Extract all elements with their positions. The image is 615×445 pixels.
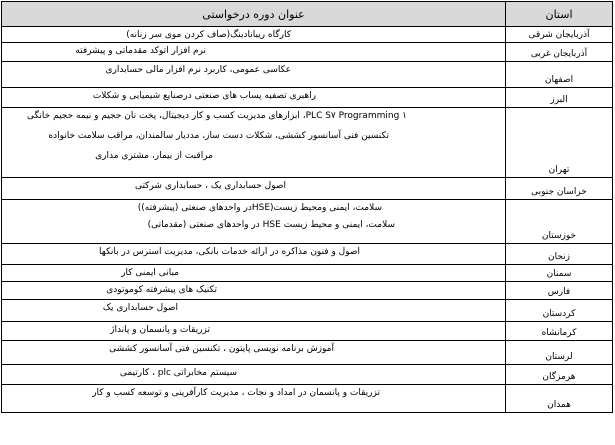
- table-row: [2, 108, 613, 178]
- course-cell: [2, 341, 506, 365]
- province-cell: همدان: [506, 385, 613, 413]
- province-cell: سمنان: [506, 265, 613, 282]
- course-cell: [2, 88, 506, 108]
- course-cell: [2, 322, 506, 341]
- course-line: تزریقات و پانسمان و پانداژ: [110, 325, 210, 335]
- course-cell: [2, 300, 506, 322]
- course-line: راهبری تصفیه پساب های صنعتی درصنایع شیمیایی و شکلات: [92, 91, 316, 101]
- province-cell: خوزستان: [506, 200, 613, 244]
- course-line: عکاسی عمومی، کاربرد نرم افزار مالی حسابداری: [105, 65, 291, 75]
- course-line: ۱ PLC S۷ Programming، ابزارهای مدیریت کسب و کار دیجیتال، پخت نان حجیم و نیمه حجیم خانگی: [26, 111, 407, 121]
- course-line: نرم افزار اتوکد مقدماتی و پیشرفته: [75, 46, 206, 56]
- province-cell: کرمانشاه: [506, 322, 613, 341]
- province-cell: هرمزگان: [506, 365, 613, 385]
- table-body: [2, 27, 613, 413]
- table-row: [2, 300, 613, 322]
- course-line: سلامت، ایمنی و محیط زیست HSE در واحدهای صنعتی (مقدماتی): [147, 220, 395, 230]
- course-cell: [2, 27, 506, 43]
- course-line: اصول و فنون مذاکره در ارائه خدمات بانکی، مدیریت استرس در بانکها: [99, 247, 360, 257]
- course-cell: [2, 385, 506, 413]
- province-cell: خراسان جنوبی: [506, 178, 613, 200]
- table-row: [2, 178, 613, 200]
- table-row: [2, 385, 613, 413]
- course-cell: [2, 43, 506, 62]
- course-line: سلامت، ایمنی ومحیط زیست(HSEدر واحدهای صنعتی (پیشرفته)): [137, 203, 382, 213]
- province-cell: البرز: [506, 88, 613, 108]
- course-line: مراقبت از بیمار، مشتری مداری: [95, 151, 213, 161]
- table-row: [2, 88, 613, 108]
- course-line: سیستم مخابراتی plc ، کارتیمی: [119, 368, 237, 378]
- province-cell: آذربایجان غربی: [506, 43, 613, 62]
- course-cell: [2, 178, 506, 200]
- province-cell: زنجان: [506, 244, 613, 265]
- course-line: مبانی ایمنی کار: [121, 268, 179, 278]
- table-row: [2, 322, 613, 341]
- course-cell: [2, 365, 506, 385]
- table-row: [2, 244, 613, 265]
- course-line: آموزش برنامه نویسی پایتون ، تکنسین فنی آسانسور کششی: [109, 344, 334, 354]
- table-row: [2, 27, 613, 43]
- table-row: [2, 341, 613, 365]
- course-line: تکنیک های پیشرفته کوموتودی: [106, 285, 217, 295]
- course-cell: [2, 282, 506, 300]
- course-cell: [2, 244, 506, 265]
- course-header: عنوان دوره درخواستی: [2, 2, 506, 27]
- course-line: تکنسین فنی آسانسور کششی، شکلات دست ساز، مددیار سالمندان، مراقب سلامت خانواده: [48, 131, 389, 141]
- table-row: [2, 200, 613, 244]
- table-row: [2, 265, 613, 282]
- course-cell: [2, 265, 506, 282]
- province-cell: کردستان: [506, 300, 613, 322]
- header-row: [2, 2, 613, 27]
- course-cell: [2, 62, 506, 88]
- province-cell: آذربایجان شرقی: [506, 27, 613, 43]
- table-row: [2, 43, 613, 62]
- course-line: تزریقات و پانسمان در امداد و نجات ، مدیریت کارآفرینی و توسعه کسب و کار: [92, 388, 380, 398]
- table-row: [2, 62, 613, 88]
- course-line: اصول حسابداری یک: [102, 303, 178, 313]
- course-line: اصول حسابداری یک ، حسابداری شرکتی: [134, 181, 286, 191]
- province-header: استان: [506, 2, 613, 27]
- course-request-table: [1, 1, 613, 413]
- province-cell: تهران: [506, 108, 613, 178]
- table-row: [2, 282, 613, 300]
- province-cell: لرستان: [506, 341, 613, 365]
- course-cell: [2, 200, 506, 244]
- table-row: [2, 365, 613, 385]
- province-cell: اصفهان: [506, 62, 613, 88]
- course-cell: [2, 108, 506, 178]
- course-line: کارگاه ریبانادینگ(صاف کردن موی سر زنانه): [126, 30, 291, 40]
- course-table-container: [1, 1, 612, 413]
- province-cell: فارس: [506, 282, 613, 300]
